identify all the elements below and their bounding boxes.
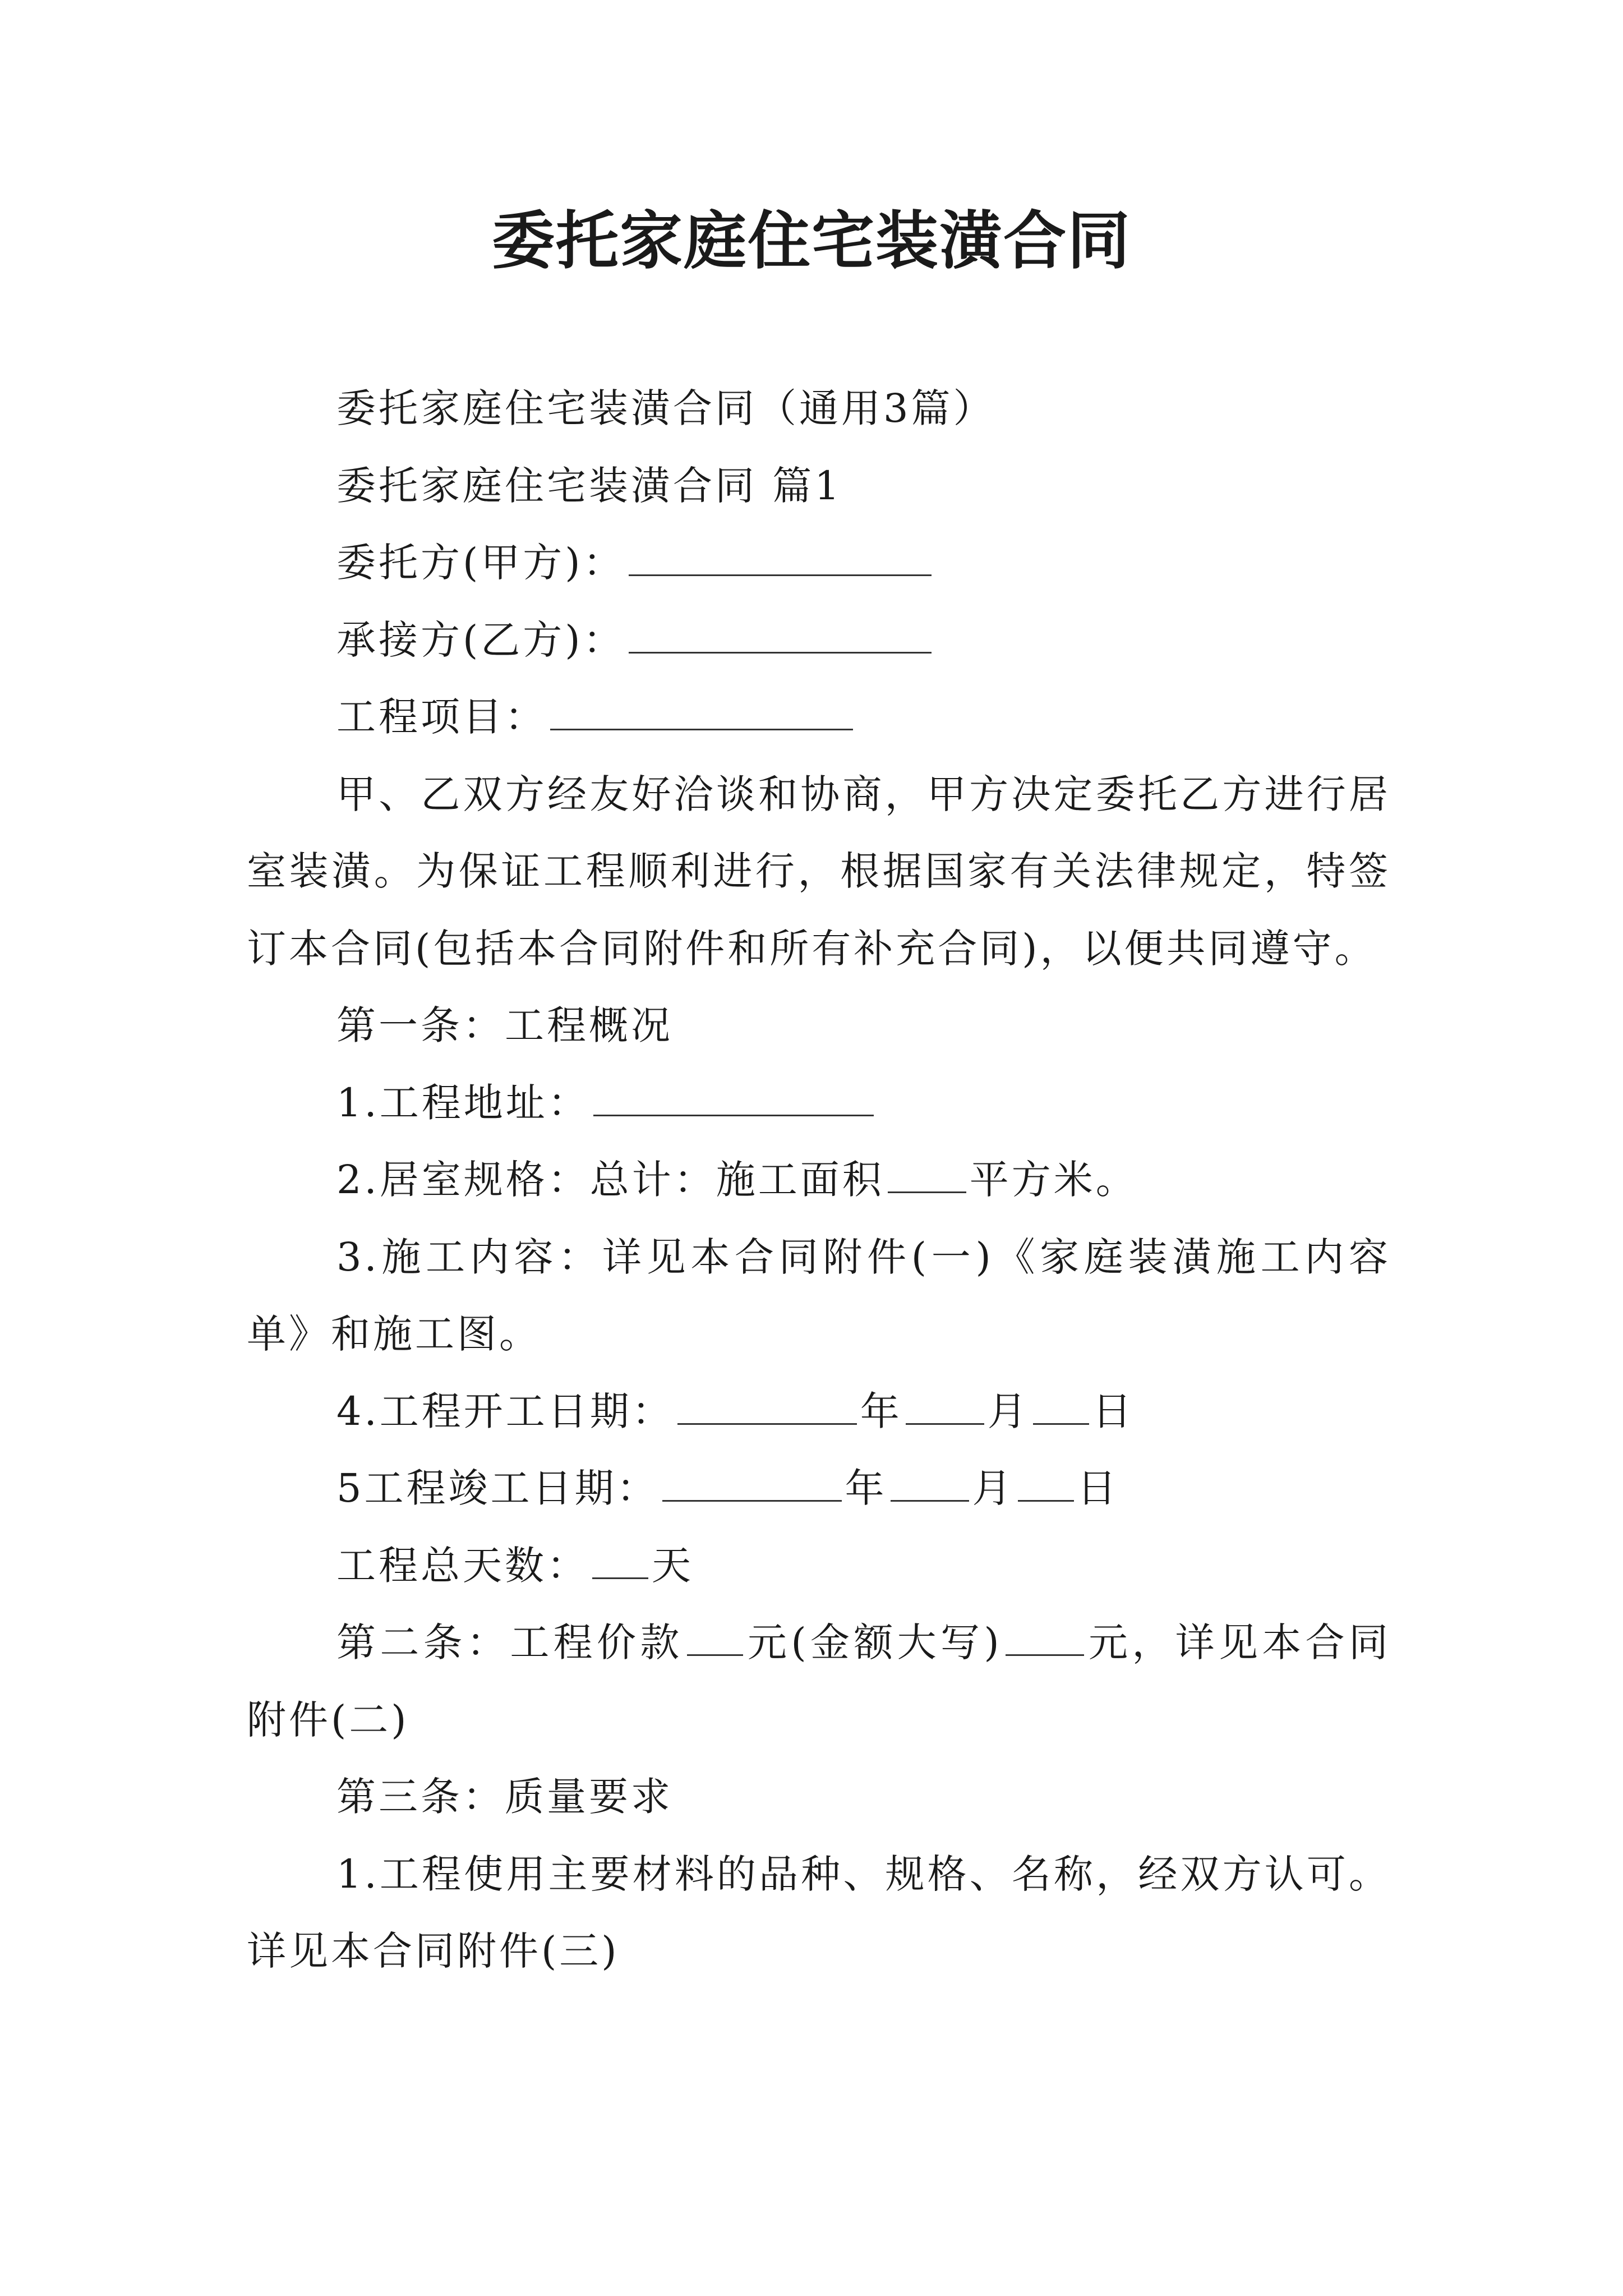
item4-prefix: 4.工程开工日期： xyxy=(336,1388,674,1434)
item2-suffix: 平方米。 xyxy=(969,1157,1138,1203)
preamble-paragraph: 甲、乙双方经友好洽谈和协商，甲方决定委托乙方进行居室装潢。为保证工程顺利进行，根据国家有关法律规定，特签订本合同(包括本合同附件和所有补充合同)，以便共同遵守。 xyxy=(247,771,1391,972)
end-month-blank xyxy=(891,1461,969,1502)
party-a-label: 委托方(甲方)： xyxy=(336,540,625,586)
start-year-blank xyxy=(677,1384,857,1425)
end-month-label: 月 xyxy=(972,1465,1015,1511)
article2-mid: 元(金额大写) xyxy=(746,1619,1002,1665)
party-b-blank xyxy=(629,613,932,654)
end-year-label: 年 xyxy=(845,1465,887,1511)
section-heading: 委托家庭住宅装潢合同 篇1 xyxy=(336,462,842,509)
item2-size-line xyxy=(247,1142,1391,1219)
document-body xyxy=(247,370,1391,1990)
item1-address-label: 1.工程地址： xyxy=(336,1079,590,1126)
price-words-blank xyxy=(1006,1615,1084,1656)
total-days-prefix: 工程总天数： xyxy=(336,1542,589,1589)
item3-content-paragraph: 3.施工内容：详见本合同附件(一)《家庭装潢施工内容单》和施工图。 xyxy=(247,1234,1391,1357)
project-line xyxy=(247,679,1391,756)
article3-heading: 第三条：质量要求 xyxy=(336,1774,673,1820)
area-blank xyxy=(888,1152,966,1193)
article2-suffix: 元，详见本合同附件(二) xyxy=(247,1619,1391,1743)
project-label: 工程项目： xyxy=(336,694,547,740)
start-month-label: 月 xyxy=(987,1388,1030,1434)
party-b-label: 承接方(乙方)： xyxy=(336,616,625,663)
end-day-label: 日 xyxy=(1077,1465,1119,1511)
item4-start-date-line xyxy=(247,1373,1391,1451)
subtitle-line: 委托家庭住宅装潢合同（通用3篇） xyxy=(336,385,995,431)
article1-heading: 第一条：工程概况 xyxy=(336,1002,673,1048)
article3-item1-paragraph: 1.工程使用主要材料的品种、规格、名称，经双方认可。详见本合同附件(三) xyxy=(247,1851,1391,1974)
start-month-blank xyxy=(906,1384,984,1425)
start-year-label: 年 xyxy=(860,1388,902,1434)
start-day-label: 日 xyxy=(1092,1388,1135,1434)
document-title: 委托家庭住宅装潢合同 xyxy=(492,204,1131,278)
end-day-blank xyxy=(1018,1461,1074,1502)
address-blank xyxy=(593,1075,874,1116)
total-days-suffix: 天 xyxy=(652,1542,694,1589)
party-b-line xyxy=(247,602,1391,679)
party-a-blank xyxy=(629,535,932,576)
item2-prefix: 2.居室规格：总计：施工面积 xyxy=(336,1157,884,1203)
item5-prefix: 5工程竣工日期： xyxy=(336,1465,659,1511)
item1-address-line xyxy=(247,1065,1391,1142)
project-blank xyxy=(550,689,853,730)
start-day-blank xyxy=(1033,1384,1089,1425)
total-days-line xyxy=(247,1527,1391,1605)
article2-paragraph xyxy=(247,1604,1391,1759)
price-number-blank xyxy=(687,1615,743,1656)
item5-end-date-line xyxy=(247,1450,1391,1527)
article2-prefix: 第二条：工程价款 xyxy=(336,1619,684,1665)
party-a-line xyxy=(247,524,1391,602)
total-days-blank xyxy=(592,1538,648,1579)
end-year-blank xyxy=(662,1461,842,1502)
